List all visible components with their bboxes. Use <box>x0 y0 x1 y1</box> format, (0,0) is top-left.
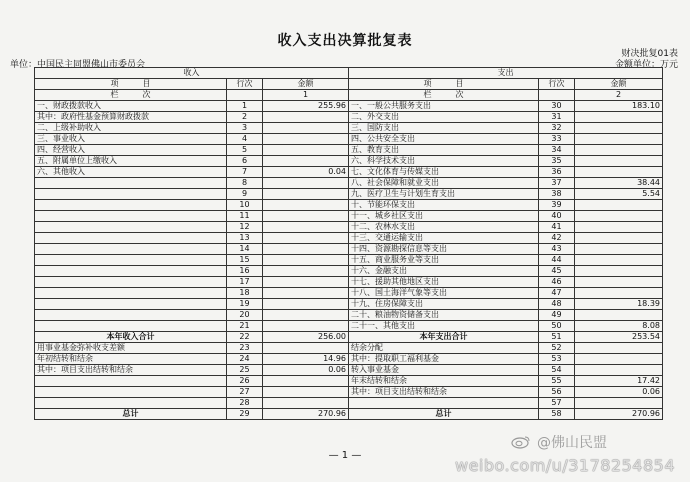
income-amount-cell: 255.96 <box>263 101 349 112</box>
income-rowno-cell: 7 <box>227 167 263 178</box>
expense-amount-cell: 270.96 <box>575 409 663 420</box>
expense-amount-cell: 0.06 <box>575 387 663 398</box>
expense-rowno-cell: 47 <box>539 288 575 299</box>
table-row <box>35 123 663 134</box>
income-rowno-cell: 15 <box>227 255 263 266</box>
expense-item-cell: 十二、农林水支出 <box>349 222 539 233</box>
expense-rowno-cell: 34 <box>539 145 575 156</box>
expense-amount-cell: 5.54 <box>575 189 663 200</box>
income-item-cell <box>35 244 227 255</box>
expense-item-cell: 五、教育支出 <box>349 145 539 156</box>
expense-item-cell: 十八、国土海洋气象等支出 <box>349 288 539 299</box>
expense-rowno-cell: 37 <box>539 178 575 189</box>
income-rowno-cell: 21 <box>227 321 263 332</box>
income-amount-cell: 14.96 <box>263 354 349 365</box>
expense-item-cell: 二、外交支出 <box>349 112 539 123</box>
expense-amount-cell <box>575 156 663 167</box>
expense-amount-cell <box>575 123 663 134</box>
table-row <box>35 288 663 299</box>
table-row <box>35 409 663 420</box>
income-item-cell: 年初结转和结余 <box>35 354 227 365</box>
expense-rowno-cell: 54 <box>539 365 575 376</box>
table-row <box>35 211 663 222</box>
income-amount-cell <box>263 376 349 387</box>
income-rowno-cell: 26 <box>227 376 263 387</box>
income-item-cell: 三、事业收入 <box>35 134 227 145</box>
income-rowno-cell: 22 <box>227 332 263 343</box>
income-amount-cell: 0.04 <box>263 167 349 178</box>
expense-column-index: 2 <box>575 90 663 101</box>
expense-item-cell: 转入事业基金 <box>349 365 539 376</box>
weibo-logo-icon <box>510 435 532 449</box>
expense-rowno-cell: 56 <box>539 387 575 398</box>
income-amount-cell <box>263 387 349 398</box>
income-item-cell: 五、附属单位上缴收入 <box>35 156 227 167</box>
expense-rowno-cell: 33 <box>539 134 575 145</box>
expense-amount-cell <box>575 398 663 409</box>
expense-rowno-cell: 42 <box>539 233 575 244</box>
income-amount-cell <box>263 112 349 123</box>
income-amount-cell <box>263 178 349 189</box>
expense-rowno-cell: 38 <box>539 189 575 200</box>
income-rowno-cell: 24 <box>227 354 263 365</box>
expense-rowno-cell: 31 <box>539 112 575 123</box>
expense-amount-cell: 183.10 <box>575 101 663 112</box>
expense-amount-cell <box>575 222 663 233</box>
income-item-cell <box>35 288 227 299</box>
income-item-cell <box>35 211 227 222</box>
income-item-cell <box>35 310 227 321</box>
expense-amount-cell <box>575 167 663 178</box>
expense-amount-cell <box>575 255 663 266</box>
table-row <box>35 310 663 321</box>
expense-column-label: 栏 次 <box>349 90 539 101</box>
income-rowno-cell: 4 <box>227 134 263 145</box>
table-row <box>35 112 663 123</box>
table-row <box>35 332 663 343</box>
expense-rowno-cell: 50 <box>539 321 575 332</box>
income-amount-cell <box>263 145 349 156</box>
expense-item-cell: 十一、城乡社区支出 <box>349 211 539 222</box>
expense-rowno-cell: 45 <box>539 266 575 277</box>
income-rowno-cell: 5 <box>227 145 263 156</box>
expense-amount-cell <box>575 365 663 376</box>
income-amount-cell <box>263 255 349 266</box>
income-amount-cell <box>263 310 349 321</box>
expense-rowno-cell: 40 <box>539 211 575 222</box>
expense-amount-header: 金额 <box>575 79 663 90</box>
expense-amount-cell <box>575 145 663 156</box>
income-item-cell: 四、经营收入 <box>35 145 227 156</box>
income-amount-cell <box>263 288 349 299</box>
income-amount-cell: 256.00 <box>263 332 349 343</box>
watermark-url: weibo.com/u/3178254854 <box>455 456 676 475</box>
table-row <box>35 299 663 310</box>
income-item-cell <box>35 233 227 244</box>
expense-amount-cell <box>575 343 663 354</box>
table-row <box>35 277 663 288</box>
income-rowno-cell: 2 <box>227 112 263 123</box>
expense-item-cell: 七、文化体育与传媒支出 <box>349 167 539 178</box>
expense-item-cell: 二十、粮油物资储备支出 <box>349 310 539 321</box>
income-rowno-cell: 12 <box>227 222 263 233</box>
table-row <box>35 200 663 211</box>
table-row <box>35 233 663 244</box>
income-item-cell <box>35 321 227 332</box>
income-amount-cell <box>263 156 349 167</box>
expense-rowno-cell: 48 <box>539 299 575 310</box>
income-amount-cell <box>263 211 349 222</box>
income-amount-cell: 270.96 <box>263 409 349 420</box>
expense-item-cell: 年末结转和结余 <box>349 376 539 387</box>
income-rowno-cell: 19 <box>227 299 263 310</box>
income-item-cell <box>35 277 227 288</box>
expense-rowno-cell: 35 <box>539 156 575 167</box>
income-rowno-cell: 18 <box>227 288 263 299</box>
expense-item-cell: 一、一般公共服务支出 <box>349 101 539 112</box>
expense-rowno-cell: 57 <box>539 398 575 409</box>
expense-item-cell: 六、科学技术支出 <box>349 156 539 167</box>
table-row <box>35 189 663 200</box>
income-rowno-cell: 17 <box>227 277 263 288</box>
income-amount-cell <box>263 343 349 354</box>
income-rowno-cell: 1 <box>227 101 263 112</box>
income-amount-cell <box>263 222 349 233</box>
income-amount-cell <box>263 244 349 255</box>
income-amount-cell <box>263 134 349 145</box>
income-rowno-cell: 3 <box>227 123 263 134</box>
table-row <box>35 387 663 398</box>
income-rowno-cell: 13 <box>227 233 263 244</box>
expense-rowno-cell: 44 <box>539 255 575 266</box>
income-item-cell: 总计 <box>35 409 227 420</box>
expense-amount-cell: 18.39 <box>575 299 663 310</box>
expense-rowno-cell: 32 <box>539 123 575 134</box>
table-row <box>35 398 663 409</box>
expense-item-cell: 其中：项目支出结转和结余 <box>349 387 539 398</box>
income-item-cell: 二、上级补助收入 <box>35 123 227 134</box>
expense-amount-cell <box>575 266 663 277</box>
income-amount-cell <box>263 321 349 332</box>
expense-item-cell: 三、国防支出 <box>349 123 539 134</box>
income-header: 收入 <box>35 68 349 79</box>
column-header-row <box>35 79 663 90</box>
expense-amount-cell <box>575 288 663 299</box>
expense-item-cell: 本年支出合计 <box>349 332 539 343</box>
table-row <box>35 343 663 354</box>
report-title: 收入支出决算批复表 <box>277 33 413 49</box>
income-item-cell: 其中：项目支出结转和结余 <box>35 365 227 376</box>
expense-rowno-cell: 39 <box>539 200 575 211</box>
income-item-cell <box>35 376 227 387</box>
income-rowno-cell: 28 <box>227 398 263 409</box>
table-row <box>35 156 663 167</box>
column-index-row <box>35 90 663 101</box>
income-item-cell <box>35 299 227 310</box>
income-amount-cell <box>263 233 349 244</box>
income-amount-cell <box>263 200 349 211</box>
expense-amount-cell <box>575 310 663 321</box>
income-item-cell: 六、其他收入 <box>35 167 227 178</box>
watermark-handle: @佛山民盟 <box>537 435 607 451</box>
table-row <box>35 167 663 178</box>
unit-line: 单位：中国民主同盟佛山市委员会 <box>10 60 146 70</box>
income-rowno-header: 行次 <box>227 79 263 90</box>
expense-rowno-cell: 55 <box>539 376 575 387</box>
income-amount-cell: 0.06 <box>263 365 349 376</box>
income-amount-cell <box>263 123 349 134</box>
expense-amount-cell <box>575 211 663 222</box>
table-row <box>35 365 663 376</box>
table-row <box>35 354 663 365</box>
expense-amount-cell: 253.54 <box>575 332 663 343</box>
income-item-cell <box>35 387 227 398</box>
expense-item-cell: 二十一、其他支出 <box>349 321 539 332</box>
income-column-label: 栏 次 <box>35 90 227 101</box>
income-amount-cell <box>263 299 349 310</box>
empty-cell <box>227 90 263 101</box>
income-item-cell: 一、财政拨款收入 <box>35 101 227 112</box>
expense-amount-cell <box>575 112 663 123</box>
income-rowno-cell: 14 <box>227 244 263 255</box>
form-code: 财决批复01表 <box>621 49 678 59</box>
income-amount-cell <box>263 277 349 288</box>
expense-rowno-cell: 30 <box>539 101 575 112</box>
income-rowno-cell: 27 <box>227 387 263 398</box>
expense-item-cell: 总计 <box>349 409 539 420</box>
expense-item-cell: 九、医疗卫生与计划生育支出 <box>349 189 539 200</box>
income-rowno-cell: 29 <box>227 409 263 420</box>
income-rowno-cell: 25 <box>227 365 263 376</box>
expense-rowno-cell: 58 <box>539 409 575 420</box>
expense-item-cell: 十七、援助其他地区支出 <box>349 277 539 288</box>
income-item-cell <box>35 398 227 409</box>
expense-amount-cell: 8.08 <box>575 321 663 332</box>
expense-rowno-cell: 49 <box>539 310 575 321</box>
income-rowno-cell: 8 <box>227 178 263 189</box>
expense-rowno-cell: 51 <box>539 332 575 343</box>
expense-rowno-cell: 46 <box>539 277 575 288</box>
expense-item-header: 项 目 <box>349 79 539 90</box>
table-row <box>35 266 663 277</box>
expense-rowno-cell: 41 <box>539 222 575 233</box>
income-rowno-cell: 23 <box>227 343 263 354</box>
table-row <box>35 222 663 233</box>
income-item-cell <box>35 222 227 233</box>
expense-rowno-cell: 43 <box>539 244 575 255</box>
expense-item-cell: 八、社会保障和就业支出 <box>349 178 539 189</box>
income-amount-cell <box>263 189 349 200</box>
income-item-cell <box>35 189 227 200</box>
empty-cell <box>539 90 575 101</box>
income-item-cell <box>35 178 227 189</box>
expense-amount-cell <box>575 244 663 255</box>
income-item-cell: 用事业基金弥补收支差额 <box>35 343 227 354</box>
expense-amount-cell <box>575 233 663 244</box>
expense-amount-cell <box>575 277 663 288</box>
expense-item-cell <box>349 398 539 409</box>
income-rowno-cell: 16 <box>227 266 263 277</box>
expense-item-cell: 十五、商业服务业等支出 <box>349 255 539 266</box>
page-number: — 1 — <box>328 450 362 461</box>
income-amount-header: 金额 <box>263 79 349 90</box>
income-amount-cell <box>263 398 349 409</box>
table-row <box>35 145 663 156</box>
expense-amount-cell <box>575 134 663 145</box>
report-table <box>34 67 663 420</box>
income-item-cell: 其中：政府性基金预算财政拨款 <box>35 112 227 123</box>
income-rowno-cell: 9 <box>227 189 263 200</box>
expense-item-cell: 十三、交通运输支出 <box>349 233 539 244</box>
expense-rowno-header: 行次 <box>539 79 575 90</box>
expense-amount-cell: 17.42 <box>575 376 663 387</box>
income-column-index: 1 <box>263 90 349 101</box>
expense-rowno-cell: 36 <box>539 167 575 178</box>
expense-item-cell: 四、公共安全支出 <box>349 134 539 145</box>
section-header-row <box>35 68 663 79</box>
expense-rowno-cell: 53 <box>539 354 575 365</box>
expense-rowno-cell: 52 <box>539 343 575 354</box>
income-amount-cell <box>263 266 349 277</box>
table-row <box>35 178 663 189</box>
expense-item-cell: 十四、资源勘探信息等支出 <box>349 244 539 255</box>
income-rowno-cell: 20 <box>227 310 263 321</box>
table-row <box>35 376 663 387</box>
income-rowno-cell: 10 <box>227 200 263 211</box>
expense-item-cell: 其中：提取职工福利基金 <box>349 354 539 365</box>
income-item-cell: 本年收入合计 <box>35 332 227 343</box>
expense-item-cell: 十六、金融支出 <box>349 266 539 277</box>
income-rowno-cell: 6 <box>227 156 263 167</box>
income-item-header: 项 目 <box>35 79 227 90</box>
income-item-cell <box>35 266 227 277</box>
expense-amount-cell <box>575 200 663 211</box>
income-item-cell <box>35 200 227 211</box>
expense-amount-cell: 38.44 <box>575 178 663 189</box>
expense-amount-cell <box>575 354 663 365</box>
expense-item-cell: 结余分配 <box>349 343 539 354</box>
table-row <box>35 244 663 255</box>
income-item-cell <box>35 255 227 266</box>
table-row <box>35 255 663 266</box>
table-row <box>35 101 663 112</box>
table-row <box>35 321 663 332</box>
currency-line: 金额单位：万元 <box>614 60 678 70</box>
expense-item-cell: 十、节能环保支出 <box>349 200 539 211</box>
expense-item-cell: 十九、住房保障支出 <box>349 299 539 310</box>
expense-header: 支出 <box>349 68 663 79</box>
table-row <box>35 134 663 145</box>
income-rowno-cell: 11 <box>227 211 263 222</box>
